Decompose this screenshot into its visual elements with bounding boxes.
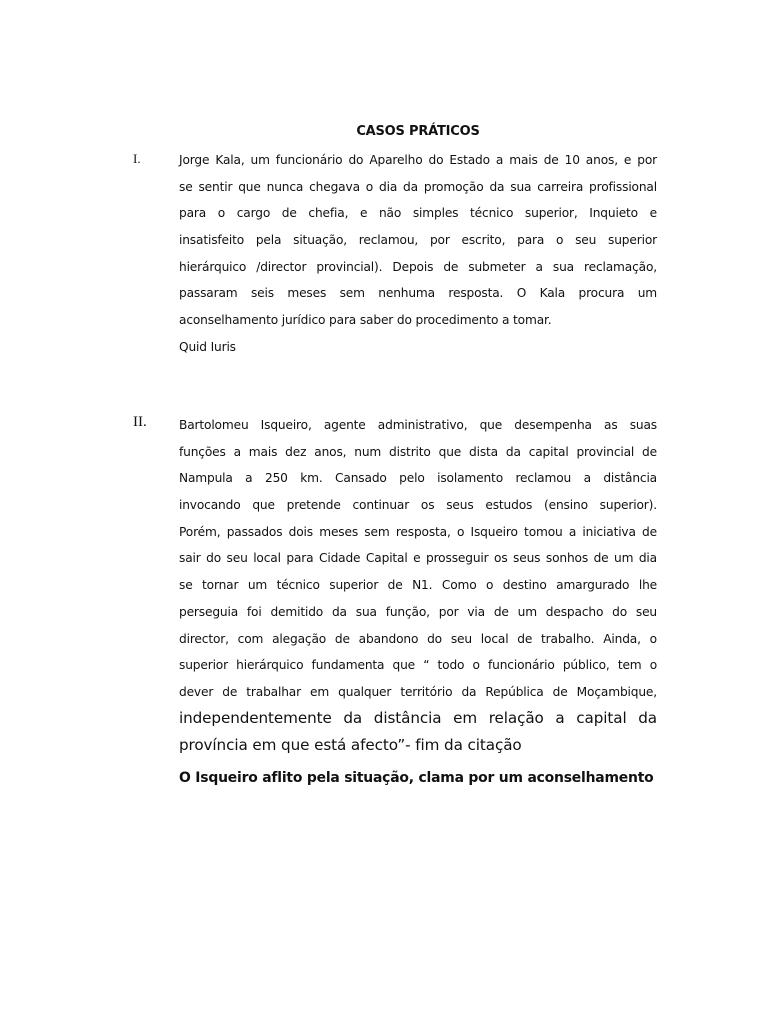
case-1-line: para o cargo de chefia, e não simples técnico superior, Inquieto e <box>179 206 657 221</box>
case-1-line: insatisfeito pela situação, reclamou, por escrito, para o seu superior <box>179 233 657 248</box>
case-1-line: aconselhamento jurídico para saber do procedimento a tomar. <box>179 313 552 328</box>
case-2-line: perseguia foi demitido da sua função, por via de um despacho do seu <box>179 604 657 619</box>
case-2-line: superior hierárquico fundamenta que “ todo o funcionário público, tem o <box>179 658 657 673</box>
case-2-line: dever de trabalhar em qualquer território da República de Moçambique, <box>179 684 657 699</box>
case-2-line: Bartolomeu Isqueiro, agente administrativo, que desempenha as suas <box>179 418 657 432</box>
case-2-line: sair do seu local para Cidade Capital e prosseguir os seus sonhos de um dia <box>179 551 657 566</box>
case-1-closing: Quid Iuris <box>179 339 236 354</box>
case-2-body <box>179 416 657 789</box>
case-1-line: hierárquico /director provincial). Depois de submeter a sua reclamação, <box>179 259 657 274</box>
case-2-large-line: província em que está afecto”- fim da citação <box>179 735 522 754</box>
case-2-line: se tornar um técnico superior de N1. Como o destino amargurado lhe <box>179 578 657 593</box>
case-1-line: Jorge Kala, um funcionário do Aparelho do Estado a mais de 10 anos, e por <box>179 153 657 167</box>
case-2-line: director, com alegação de abandono do seu local de trabalho. Ainda, o <box>179 631 657 646</box>
document-title: CASOS PRÁTICOS <box>356 124 480 139</box>
case-2-line: Porém, passados dois meses sem resposta, o Isqueiro tomou a iniciativa de <box>179 524 657 539</box>
case-2-large-line: independentemente da distância em relação a capital da <box>179 708 657 727</box>
case-2-number: II. <box>133 414 147 430</box>
case-2-line: invocando que pretende continuar os seus estudos (ensino superior). <box>179 498 657 513</box>
case-1-line: se sentir que nunca chegava o dia da promoção da sua carreira profissional <box>179 179 657 194</box>
case-2-closing: O Isqueiro aflito pela situação, clama por um aconselhamento <box>179 769 654 786</box>
case-1-body <box>179 151 657 358</box>
case-2-line: funções a mais dez anos, num distrito que dista da capital provincial de <box>179 444 657 459</box>
case-2-line: Nampula a 250 km. Cansado pelo isolamento reclamou a distância <box>179 471 657 486</box>
case-1-number: I. <box>133 151 141 166</box>
case-1-line: passaram seis meses sem nenhuma resposta. O Kala procura um <box>179 286 657 301</box>
